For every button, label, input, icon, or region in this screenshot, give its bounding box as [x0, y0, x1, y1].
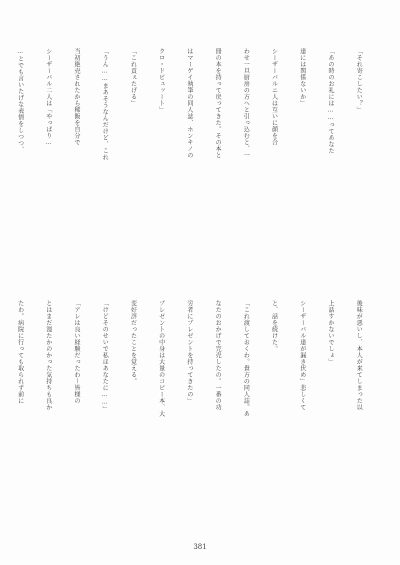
text-column: とはまだ漫たかのかった気持ちも良か — [44, 300, 52, 411]
text-column: と、話を続けた。 — [270, 300, 278, 352]
text-column: 冊の本を持って戻ってきた。その本と — [214, 48, 222, 159]
text-column: 後味が悪いし、本人が来てしまった以 — [355, 300, 363, 411]
text-column: 達には関係ないか」 — [298, 48, 306, 107]
text-column: はマーゲイ執筆の同人誌、ホンキノの — [185, 48, 193, 159]
text-column: クロ・ドビュッート」 — [157, 48, 165, 113]
text-column: 変好評だったことを覚える。 — [129, 300, 137, 385]
text-column: たわ。病院に行っても取られず前に — [17, 300, 24, 404]
text-column: 「これ渡しておくわ。貴方の同人誌。あ — [242, 300, 250, 417]
text-column: 当初絶売されたから稀飯を自分で — [73, 48, 80, 146]
lower-text-block — [17, 300, 382, 535]
text-column: 「それ寄こしたい？」 — [355, 48, 363, 113]
text-column: プレゼントの中身は大量のコピー本、大 — [157, 300, 165, 417]
text-column: …とでも言いたげな表情をしつつ、 — [17, 48, 24, 153]
text-column: わせ一旦厨房の方へと引っ込むと、一 — [242, 48, 250, 159]
text-column: シーザーバル二人は「やっぱり… — [44, 48, 52, 147]
text-column: 「アレは良い経験だったわ〜皆様の — [73, 300, 80, 404]
text-column: 労者にプレゼントを持ってきたの」 — [185, 300, 193, 404]
upper-text-block — [17, 48, 382, 288]
text-column: 「これ貢ぇたげる」 — [129, 48, 137, 107]
text-column: シーザーバル達が漏き伏め」悲しくて — [298, 300, 306, 411]
text-column: 上話すかないでしょ」 — [326, 300, 334, 365]
text-column: 「うん……まあそうなんだけど、これ — [101, 48, 109, 161]
text-column: シーザーバルニ人は互いに顔を合 — [270, 48, 278, 146]
text-column: 「あの時のお礼には……ってあなた — [326, 48, 334, 154]
text-column: 「けどそのせいで私ほあなたに……」 — [101, 300, 109, 413]
text-column: なたのおかげで完売したの。一番の功 — [214, 300, 222, 411]
page-number: 381 — [193, 543, 207, 551]
